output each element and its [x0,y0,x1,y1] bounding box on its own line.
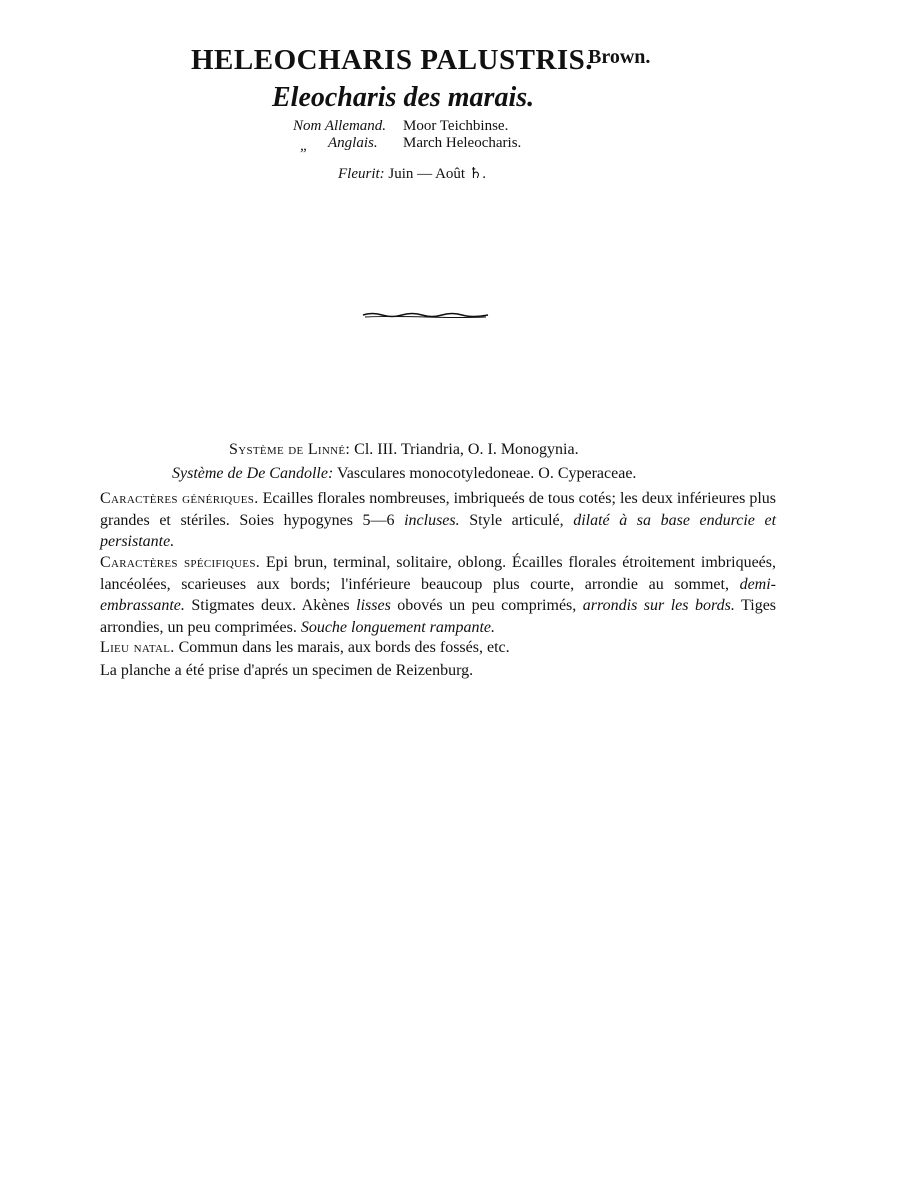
generic-italic-1: incluses. [404,511,460,529]
specific-italic-2: lisses [356,597,391,614]
french-name: Eleocharis des marais. [272,82,535,113]
flowering-period [338,164,486,183]
specific-text-3: obovés un peu comprimés, [397,597,577,614]
generic-characters-paragraph [100,488,776,553]
title-line [0,44,899,84]
habitat-paragraph [100,637,776,659]
english-name-label: Anglais. [328,135,378,151]
specific-italic-3: arrondis sur les bords. [582,597,735,614]
flowering-value: Juin — Août ♄. [388,166,487,182]
specific-text-1: Epi brun, terminal, solitaire, oblong. Écailles florales étroitement imbriqueés, lancéolées, scarieuses aux bords; l'inférieure beaucoup plus courte, arrondie au sommet, [100,554,776,593]
decandolle-system-line [172,465,636,483]
linne-system-line [229,441,579,459]
habitat-text: Commun dans les marais, aux bords des fossés, etc. [178,639,510,656]
german-name-value: Moor Teichbinse. [403,118,509,134]
generic-characters-label: Caractères génériques. [100,490,259,507]
german-name-label: Nom Allemand. [293,118,387,134]
decandolle-value: Vasculares monocotyledoneae. O. Cyperaceae. [337,465,637,482]
specific-characters-label: Caractères spécifiques. [100,554,261,571]
english-name-value: March Heleocharis. [403,135,522,151]
specific-italic-1: demi-embrassante. [100,575,777,614]
plate-note: La planche a été prise d'aprés un specimen de Reizenburg. [100,662,474,679]
decandolle-label: Système de De Candolle: [172,465,334,482]
flowering-label: Fleurit: [338,166,385,182]
specific-characters-paragraph [100,552,776,638]
linne-label: Système de Linné: [229,441,351,458]
habitat-label: Lieu natal. [100,639,175,656]
linne-value: Cl. III. Triandria, O. I. Monogynia. [354,441,579,458]
ornamental-divider [362,311,489,319]
specific-text-4: Tiges arrondies, un peu comprimées. [100,597,777,636]
specific-text-2: Stigmates deux. Akènes [191,597,350,614]
generic-text-2: Style articulé, [469,511,564,529]
specific-italic-4: Souche longuement rampante. [300,618,496,636]
generic-text-1: Ecailles florales nombreuses, imbriqueés de tous cotés; les deux inférieures plus grandes et stériles. Soies hypogynes 5—6 [100,490,777,529]
ditto-mark: „ [300,138,309,154]
species-title: HELEOCHARIS PALUSTRIS. [191,44,594,76]
generic-italic-2: dilaté à sa base endurcie et persistante. [100,511,777,550]
species-author: Brown. [588,46,651,68]
